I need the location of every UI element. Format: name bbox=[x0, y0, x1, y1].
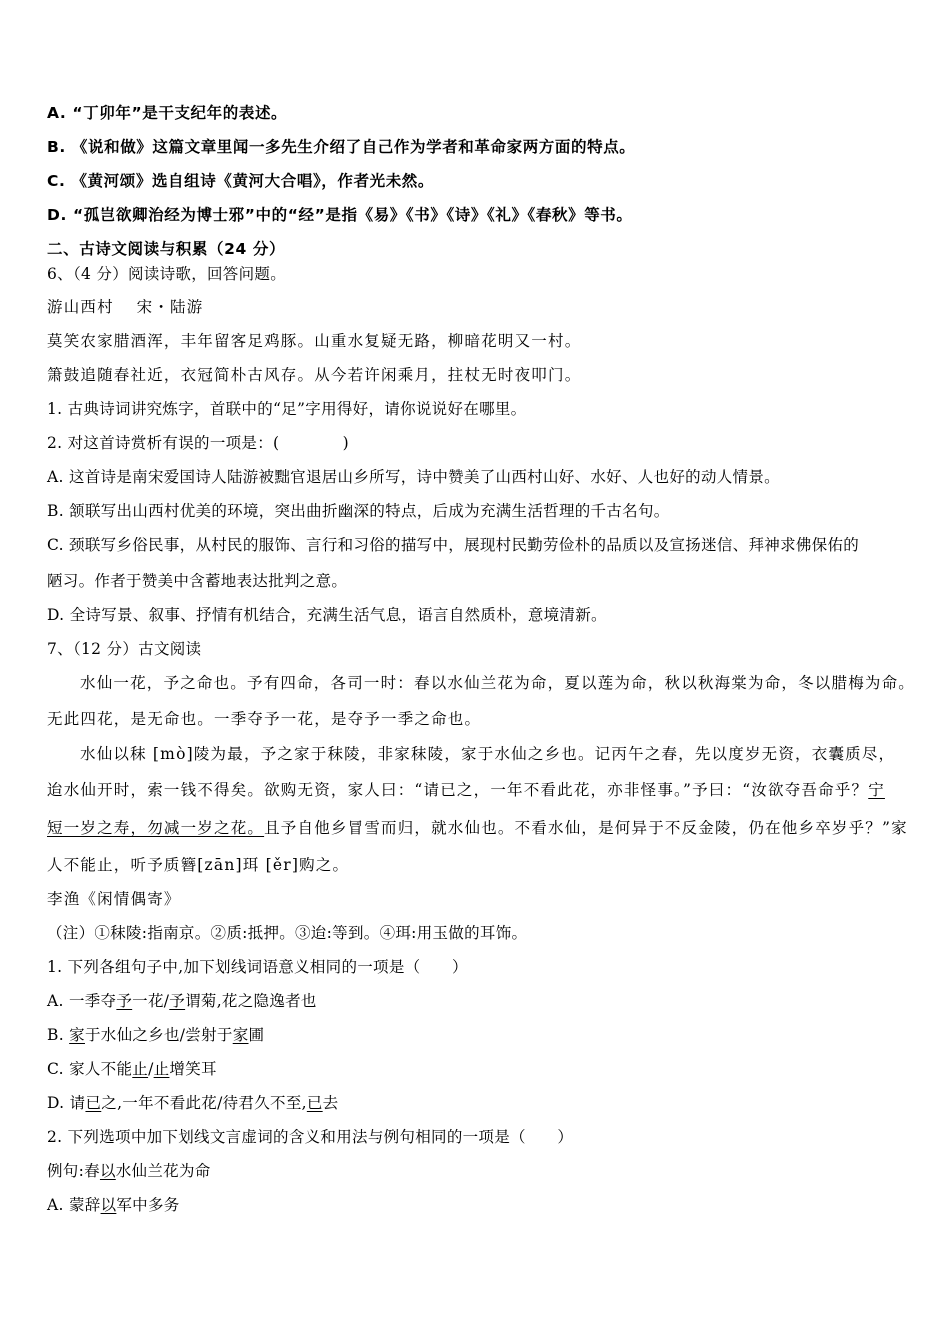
passage-text: 且予自他乡冒雪而归，就水仙也。不看水仙，是何异于不反金陵，仍在他乡卒岁乎？”家 bbox=[264, 819, 908, 837]
underlined-word: 已 bbox=[306, 1094, 323, 1112]
q5-option-a: A. “丁卯年”是干支纪年的表述。 bbox=[47, 104, 288, 122]
q6-option-d: D. 全诗写景、叙事、抒情有机结合，充满生活气息，语言自然质朴，意境清新。 bbox=[47, 606, 607, 624]
underlined-word: 止 bbox=[153, 1060, 170, 1078]
underlined-word: 家 bbox=[232, 1026, 249, 1044]
option-text: 军中多务 bbox=[116, 1196, 180, 1214]
q6-option-c-line1: C. 颈联写乡俗民事，从村民的服饰、言行和习俗的描写中，展现村民勤劳俭朴的品质以及宣扬迷信、拜神求佛保佑的 bbox=[47, 536, 860, 554]
underlined-word: 以 bbox=[99, 1162, 116, 1180]
q7-sub1-question: 1. 下列各组句子中,加下划线词语意义相同的一项是（ ） bbox=[47, 958, 468, 976]
option-label: C. bbox=[47, 1060, 70, 1078]
passage-p1-line2: 无此四花，是无命也。一季夺予一花，是夺予一季之命也。 bbox=[47, 710, 482, 728]
underlined-word: 予 bbox=[116, 992, 133, 1010]
option-text: 于水仙之乡也/尝射于 bbox=[84, 1026, 233, 1044]
option-text: 圃 bbox=[248, 1026, 265, 1044]
passage-p2-line4: 人不能止，听予质簪[zān]珥 [ěr]购之。 bbox=[47, 856, 350, 874]
option-text: 请 bbox=[69, 1094, 86, 1112]
example-text: 例句:春 bbox=[47, 1162, 100, 1180]
underlined-text: 宁 bbox=[868, 781, 885, 799]
q7-sub1-option-b bbox=[47, 1025, 264, 1045]
passage-p2-line3 bbox=[47, 818, 908, 838]
q5-option-d: D. “孤岂欲卿治经为博士邪”中的“经”是指《易》《书》《诗》《礼》《春秋》等书。 bbox=[47, 206, 633, 224]
poem-line-2: 箫鼓追随春社近，衣冠简朴古风存。从今若许闲乘月，拄杖无时夜叩门。 bbox=[47, 366, 582, 384]
q5-option-b: B. 《说和做》这篇文章里闻一多先生介绍了自己作为学者和革命家两方面的特点。 bbox=[47, 138, 636, 156]
passage-p2-line1: 水仙以秣 [mò]陵为最，予之家于秣陵，非家秣陵，家于水仙之乡也。记丙午之春，先以度岁无资，衣囊质尽， bbox=[80, 745, 896, 763]
q7-sub1-option-d bbox=[47, 1093, 338, 1113]
q6-option-c-line2: 陋习。作者于赞美中含蓄地表达批判之意。 bbox=[47, 572, 348, 590]
underlined-text: 短一岁之寿，勿减一岁之花。 bbox=[47, 819, 265, 837]
passage-source: 李渔《闲情偶寄》 bbox=[47, 890, 181, 908]
option-text: 去 bbox=[322, 1094, 339, 1112]
q6-sub1: 1. 古典诗词讲究炼字，首联中的“足”字用得好，请你说说好在哪里。 bbox=[47, 400, 527, 418]
underlined-word: 止 bbox=[132, 1060, 149, 1078]
option-text: A. 蒙辞 bbox=[47, 1196, 101, 1214]
passage-notes: （注）①秣陵:指南京。②质:抵押。③迨:等到。④珥:用玉做的耳饰。 bbox=[47, 924, 528, 942]
option-label: D. bbox=[47, 1094, 70, 1112]
example-text: 水仙兰花为命 bbox=[115, 1162, 211, 1180]
poem-line-1: 莫笑农家腊酒浑，丰年留客足鸡豚。山重水复疑无路，柳暗花明又一村。 bbox=[47, 332, 582, 350]
option-text: 增笑耳 bbox=[169, 1060, 217, 1078]
q7-sub2-example bbox=[47, 1161, 211, 1181]
q6-sub2: 2. 对这首诗赏析有误的一项是：( ) bbox=[47, 434, 349, 452]
underlined-word: 已 bbox=[85, 1094, 102, 1112]
option-text: / bbox=[148, 1060, 154, 1078]
underlined-word: 以 bbox=[100, 1196, 117, 1214]
option-text: 之,一年不看此花/待君久不至, bbox=[101, 1094, 307, 1112]
q6-header: 6、（4 分）阅读诗歌，回答问题。 bbox=[47, 265, 287, 283]
underlined-word: 家 bbox=[69, 1026, 85, 1044]
option-text: 一花/ bbox=[132, 992, 170, 1010]
q7-sub2-question: 2. 下列选项中加下划线文言虚词的含义和用法与例句相同的一项是（ ） bbox=[47, 1128, 574, 1146]
q7-header: 7、（12 分）古文阅读 bbox=[47, 640, 202, 658]
option-label: B. bbox=[47, 1026, 70, 1044]
option-text: 谓菊,花之隐逸者也 bbox=[185, 992, 317, 1010]
option-label: A. bbox=[47, 992, 69, 1010]
underlined-word: 予 bbox=[169, 992, 186, 1010]
q7-sub1-option-a bbox=[47, 991, 317, 1011]
passage-p1-line1: 水仙一花，予之命也。予有四命，各司一时：春以水仙兰花为命，夏以莲为命，秋以秋海棠为命，冬以腊梅为命。 bbox=[80, 674, 916, 692]
q6-option-b: B. 颔联写出山西村优美的环境，突出曲折幽深的特点，后成为充满生活哲理的千古名句。 bbox=[47, 502, 670, 520]
option-text: 家人不能 bbox=[69, 1060, 133, 1078]
passage-text: 迨水仙开时，索一钱不得矣。欲购无资，家人曰：“请已之，一年不看此花，亦非怪事。”予曰：“汝欲夺吾命乎？ bbox=[47, 781, 869, 799]
passage-p2-line2 bbox=[47, 780, 885, 800]
section-heading: 二、古诗文阅读与积累（24 分） bbox=[47, 240, 286, 258]
option-text: 一季夺 bbox=[68, 992, 117, 1010]
q7-sub2-option-a bbox=[47, 1195, 180, 1215]
q7-sub1-option-c bbox=[47, 1059, 217, 1079]
poem-title: 游山西村 宋・陆游 bbox=[47, 298, 204, 316]
q5-option-c: C. 《黄河颂》选自组诗《黄河大合唱》，作者光未然。 bbox=[47, 172, 435, 190]
q6-option-a: A. 这首诗是南宋爱国诗人陆游被黜官退居山乡所写，诗中赞美了山西村山好、水好、人也好的动人情景。 bbox=[47, 468, 780, 486]
